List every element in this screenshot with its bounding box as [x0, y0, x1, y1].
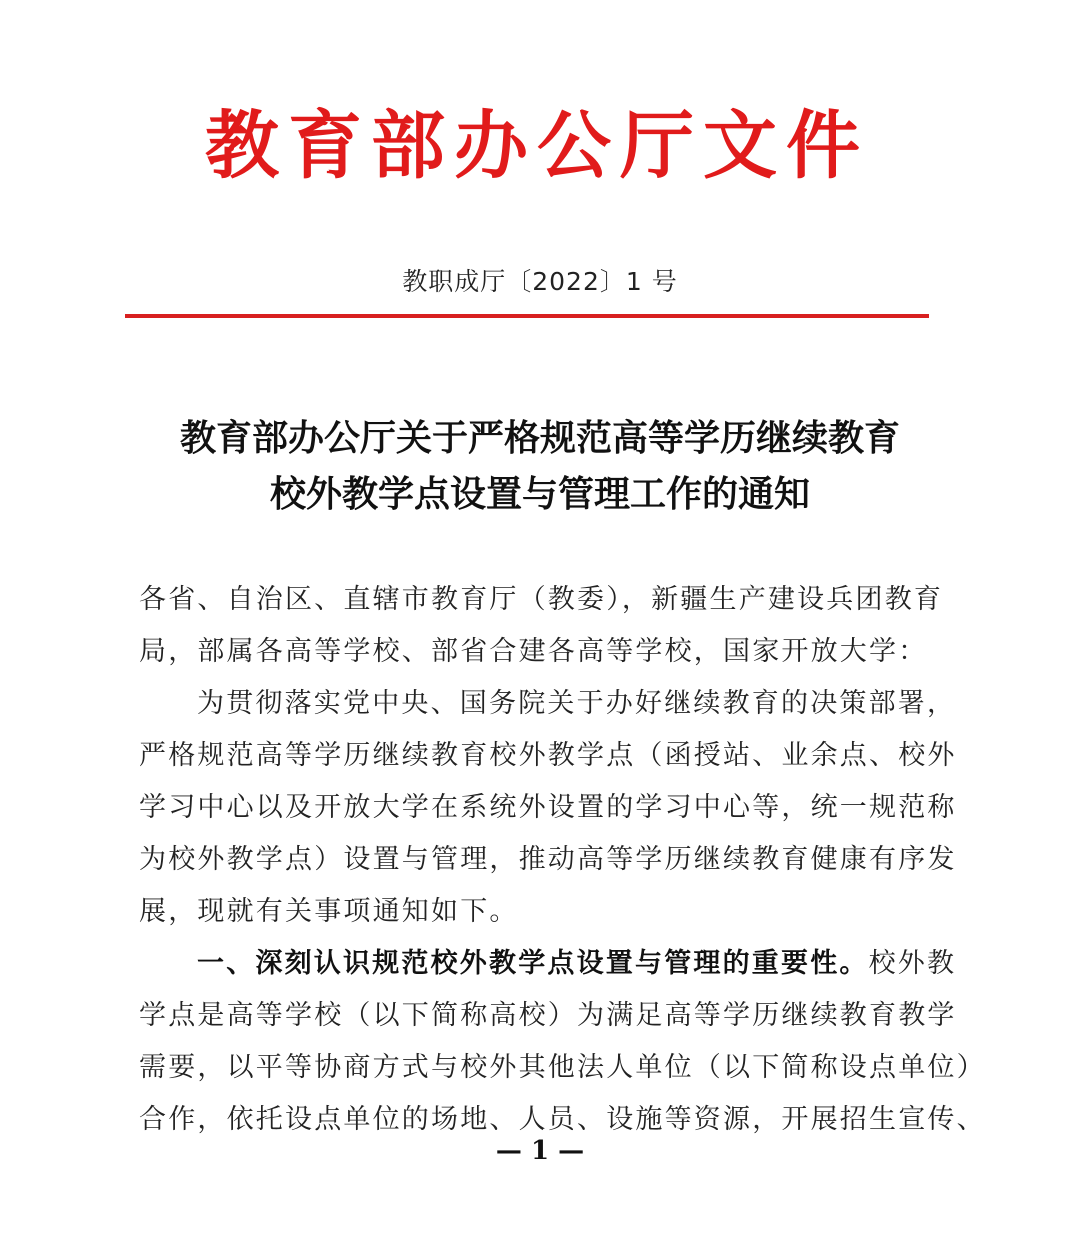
addressee-line-1: 各省、自治区、直辖市教育厅（教委），新疆生产建设兵团教育 [139, 584, 944, 615]
section-1-line-3: 需要，以平等协商方式与校外其他法人单位（以下简称设点单位） [139, 1052, 986, 1083]
section-1-line-1 [139, 938, 957, 990]
section-1-heading: 一、深刻认识规范校外教学点设置与管理的重要性。 [197, 948, 869, 979]
paragraph-1-line-4: 为校外教学点）设置与管理，推动高等学历继续教育健康有序发 [139, 844, 957, 875]
document-number: 教职成厅〔2022〕1 号 [402, 267, 678, 296]
addressee-line-2: 局，部属各高等学校、部省合建各高等学校，国家开放大学： [139, 636, 928, 667]
section-1-line-2: 学点是高等学校（以下简称高校）为满足高等学历继续教育教学 [139, 1000, 957, 1031]
paragraph-1-line-1: 为贯彻落实党中央、国务院关于办好继续教育的决策部署， [197, 688, 957, 719]
masthead-title: 教育部办公厅文件 [205, 103, 869, 189]
red-divider-rule [125, 314, 929, 318]
document-title [100, 410, 980, 522]
document-body [139, 574, 986, 1146]
section-1-line-4: 合作，依托设点单位的场地、人员、设施等资源，开展招生宣传、 [139, 1104, 986, 1135]
document-title-line-1: 教育部办公厅关于严格规范高等学历继续教育 [179, 417, 900, 459]
page-number: — 1 — [495, 1136, 585, 1166]
paragraph-1-line-2: 严格规范高等学历继续教育校外教学点（函授站、业余点、校外 [139, 740, 957, 771]
section-1-line-1-text: 校外教 [868, 948, 957, 979]
document-title-line-2: 校外教学点设置与管理工作的通知 [269, 473, 810, 515]
paragraph-1-line-5: 展，现就有关事项通知如下。 [139, 896, 519, 927]
paragraph-1-line-3: 学习中心以及开放大学在系统外设置的学习中心等，统一规范称 [139, 792, 957, 823]
